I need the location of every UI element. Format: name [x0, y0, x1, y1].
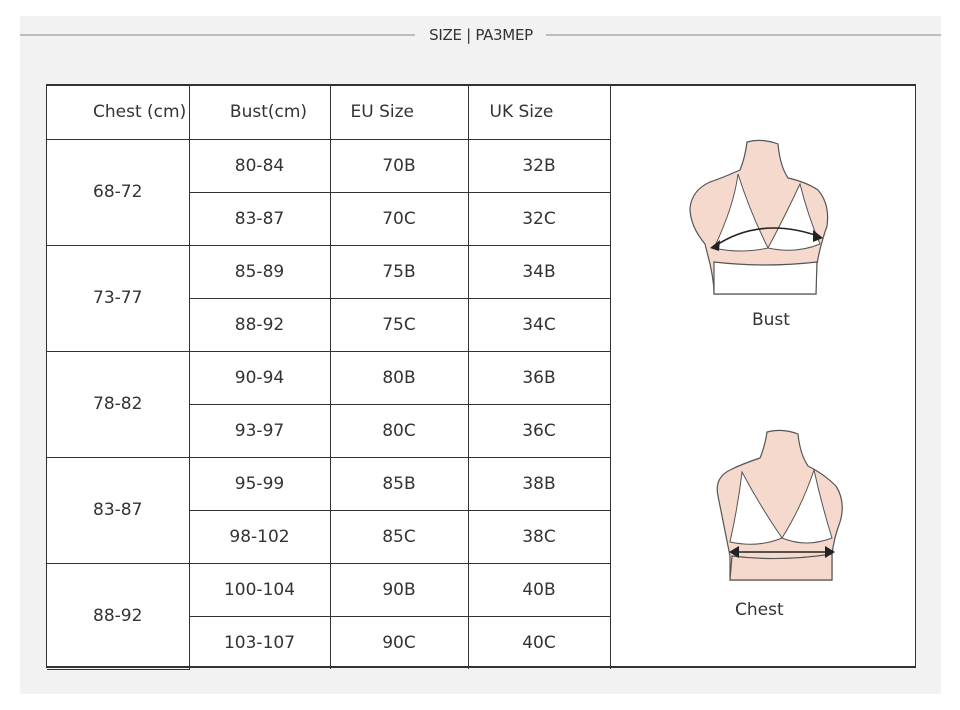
- eu-size-cell: 80B: [330, 351, 468, 404]
- bust-torso: [690, 140, 828, 294]
- uk-size-cell: 38C: [468, 510, 610, 563]
- uk-size-cell: 36C: [468, 404, 610, 457]
- eu-size-cell: 90C: [330, 616, 468, 669]
- table-row: [47, 139, 610, 192]
- bust-range-cell: 98-102: [189, 510, 330, 563]
- table-row: [47, 457, 610, 510]
- header-chest: Chest (cm): [47, 86, 189, 139]
- eu-size-cell: 80C: [330, 404, 468, 457]
- measurement-illustrations: [610, 86, 915, 666]
- bust-range-cell: 80-84: [189, 139, 330, 192]
- chest-range-cell: 83-87: [47, 457, 189, 563]
- uk-size-cell: 32B: [468, 139, 610, 192]
- uk-size-cell: 38B: [468, 457, 610, 510]
- bust-range-cell: 100-104: [189, 563, 330, 616]
- bust-range-cell: 95-99: [189, 457, 330, 510]
- table-header-row: [47, 86, 610, 139]
- uk-size-cell: 40C: [468, 616, 610, 669]
- bust-figure: [610, 86, 915, 666]
- bust-range-cell: 103-107: [189, 616, 330, 669]
- chest-range-cell: 68-72: [47, 139, 189, 245]
- bust-range-cell: 88-92: [189, 298, 330, 351]
- eu-size-cell: 70C: [330, 192, 468, 245]
- header-uk-size: UK Size: [468, 86, 610, 139]
- chest-range-cell: 78-82: [47, 351, 189, 457]
- header-eu-size: EU Size: [330, 86, 468, 139]
- eu-size-cell: 90B: [330, 563, 468, 616]
- bust-range-cell: 85-89: [189, 245, 330, 298]
- bust-range-cell: 83-87: [189, 192, 330, 245]
- uk-size-cell: 40B: [468, 563, 610, 616]
- chest-range-cell: 88-92: [47, 563, 189, 669]
- title-divider-right: [546, 34, 941, 36]
- size-table: [47, 86, 611, 670]
- chest-range-cell: 73-77: [47, 245, 189, 351]
- table-row: [47, 245, 610, 298]
- eu-size-cell: 75B: [330, 245, 468, 298]
- bust-figure-label: Bust: [752, 310, 790, 330]
- uk-size-cell: 36B: [468, 351, 610, 404]
- eu-size-cell: 85B: [330, 457, 468, 510]
- bust-range-cell: 93-97: [189, 404, 330, 457]
- eu-size-cell: 85C: [330, 510, 468, 563]
- uk-size-cell: 34B: [468, 245, 610, 298]
- page-title: SIZE | PA3MEP: [429, 26, 533, 44]
- uk-size-cell: 32C: [468, 192, 610, 245]
- table-row: [47, 563, 610, 616]
- table-row: [47, 351, 610, 404]
- eu-size-cell: 70B: [330, 139, 468, 192]
- uk-size-cell: 34C: [468, 298, 610, 351]
- chest-figure-label: Chest: [735, 600, 784, 620]
- header-bust: Bust(cm): [189, 86, 330, 139]
- size-chart-card: [46, 84, 916, 668]
- bust-range-cell: 90-94: [189, 351, 330, 404]
- title-divider-left: [20, 34, 415, 36]
- chest-torso: [717, 430, 842, 580]
- eu-size-cell: 75C: [330, 298, 468, 351]
